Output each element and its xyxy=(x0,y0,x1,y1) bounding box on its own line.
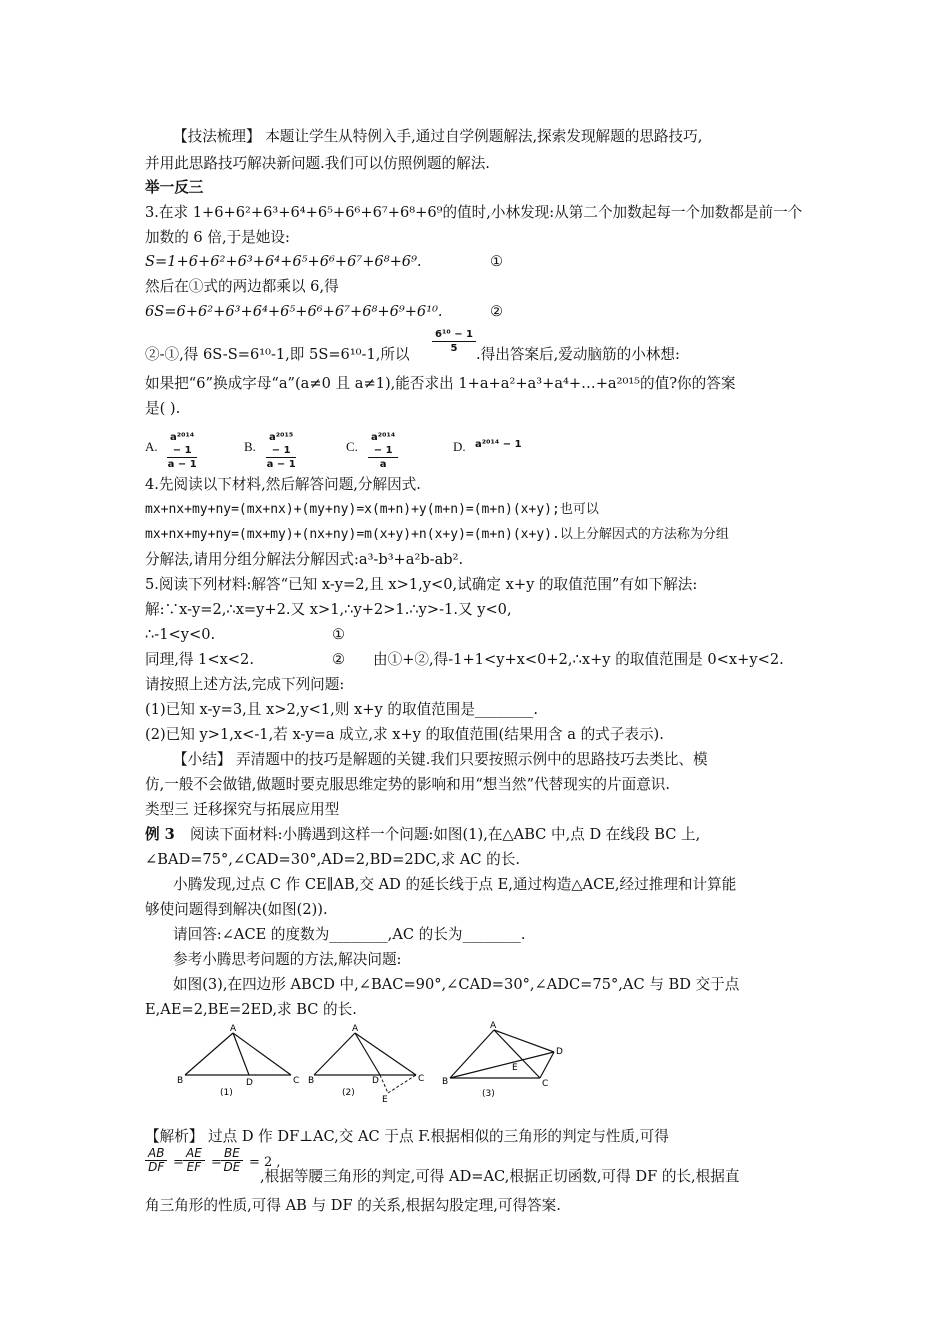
example-line-6: 参考小腾思考问题的方法,解决问题: xyxy=(173,951,402,968)
option-c-frac xyxy=(368,431,398,471)
option-c-num: a²⁰¹⁴ − 1 xyxy=(368,431,398,458)
q4-line-3: mx+nx+my+ny=(mx+my)+(nx+ny)=m(x+y)+n(x+y)=(m+n)(x+y).以上分解因式的方法称为分组 xyxy=(145,527,729,542)
q3-marker-1: ① xyxy=(490,253,504,270)
option-c-label: C. xyxy=(346,439,358,454)
s-fraction-num: 6¹⁰ − 1 xyxy=(432,328,476,342)
option-d-label: D. xyxy=(453,439,466,454)
q3-equation-2: 6S=6+6²+6³+6⁴+6⁵+6⁶+6⁷+6⁸+6⁹+6¹⁰. xyxy=(145,303,443,320)
fig2-label-c: C xyxy=(418,1074,425,1084)
q5-line-3: ∴-1<y<0. xyxy=(145,626,216,643)
option-d-expr: a²⁰¹⁴ − 1 xyxy=(475,439,522,450)
analysis-line-1: 【解析】 过点 D 作 DF⊥AC,交 AC 于点 F.根据相似的三角形的判定与性质,可得 xyxy=(145,1128,669,1145)
ratio-frac-3 xyxy=(221,1147,243,1174)
analysis-line-2: ,根据等腰三角形的判定,可得 AD=AC,根据正切函数,可得 DF 的长,根据直 xyxy=(260,1168,740,1185)
option-a-den: a − 1 xyxy=(167,459,197,470)
fig2-caption: (2) xyxy=(342,1088,355,1098)
option-b-den: a − 1 xyxy=(266,459,296,470)
q5-line-4b: 由①+②,得-1+1<y+x<0+2,∴x+y 的取值范围是 0<x+y<2. xyxy=(373,651,784,668)
ratio-frac-1-den: DF xyxy=(148,1160,165,1174)
q3-line-8: 是( ). xyxy=(145,400,181,417)
q5-line-2: 解:∵x-y=2,∴x=y+2.又 x>1,∴y+2>1.∴y>-1.又 y<0, xyxy=(145,601,512,618)
fig1-caption: (1) xyxy=(220,1088,233,1098)
q5-line-6: (1)已知 x-y=3,且 x>2,y<1,则 x+y 的取值范围是________. xyxy=(145,701,538,718)
summary-line-2: 仿,一般不会做错,做题时要克服思维定势的影响和用“想当然”代替现实的片面意识. xyxy=(145,776,671,793)
fig2-label-d: D xyxy=(372,1076,379,1086)
fig1-label-b: B xyxy=(177,1076,184,1086)
figure-1 xyxy=(175,1023,305,1101)
ratio-frac-3-num: BE xyxy=(221,1147,243,1161)
q3-line-1: 3.在求 1+6+6²+6³+6⁴+6⁵+6⁶+6⁷+6⁸+6⁹的值时,小林发现:从第二个加数起每一个加数都是前一个 xyxy=(145,204,803,221)
ratio-frac-2 xyxy=(183,1147,205,1174)
example-line-5: 请回答:∠ACE 的度数为________,AC 的长为________. xyxy=(173,926,526,943)
option-b-frac xyxy=(266,431,296,471)
q5-marker-2: ② xyxy=(332,651,346,668)
ratio-frac-1-num: AB xyxy=(145,1147,167,1161)
example-line-3: 小腾发现,过点 C 作 CE∥AB,交 AD 的延长线于点 E,通过构造△ACE,经过推理和计算能 xyxy=(173,876,737,893)
option-a-num: a²⁰¹⁴ − 1 xyxy=(167,431,197,458)
q4-line-4: 分解法,请用分组分解法分解因式:a³-b³+a²b-ab². xyxy=(145,551,464,568)
ratio-eq-1: = xyxy=(173,1155,184,1170)
tip-line-1: 【技法梳理】 本题让学生从特例入手,通过自学例题解法,探索发现解题的思路技巧, xyxy=(173,128,703,145)
fig3-label-a: A xyxy=(490,1021,497,1031)
fig3-label-e: E xyxy=(512,1063,518,1073)
fig2-label-b: B xyxy=(308,1076,315,1086)
fig1-label-a: A xyxy=(230,1024,237,1034)
ratio-tail: = 2 , xyxy=(249,1155,281,1170)
example-label: 例 3 xyxy=(145,826,175,843)
q4-line-1: 4.先阅读以下材料,然后解答问题,分解因式. xyxy=(145,476,421,493)
ratio-frac-1 xyxy=(145,1147,167,1174)
figure-3 xyxy=(438,1020,570,1102)
figure-2 xyxy=(308,1023,436,1105)
q5-line-4: 同理,得 1<x<2. xyxy=(145,651,254,668)
fig3-caption: (3) xyxy=(482,1089,495,1099)
option-a-label: A. xyxy=(145,439,158,454)
fig3-label-d: D xyxy=(556,1047,563,1057)
q4-line-2: mx+nx+my+ny=(mx+nx)+(my+ny)=x(m+n)+y(m+n)=(m+n)(x+y);也可以 xyxy=(145,502,599,517)
example-line-1: 阅读下面材料:小腾遇到这样一个问题:如图(1),在△ABC 中,点 D 在线段 BC 上, xyxy=(190,826,701,843)
ratio-frac-2-den: EF xyxy=(186,1160,202,1174)
fig1-label-d: D xyxy=(246,1078,253,1088)
option-b-label: B. xyxy=(244,439,256,454)
example-line-2: ∠BAD=75°,∠CAD=30°,AD=2,BD=2DC,求 AC 的长. xyxy=(145,851,521,868)
ratio-frac-3-den: DE xyxy=(223,1160,241,1174)
fig2-label-e: E xyxy=(382,1095,388,1105)
q5-line-7: (2)已知 y>1,x<-1,若 x-y=a 成立,求 x+y 的取值范围(结果用含 a 的式子表示). xyxy=(145,726,664,743)
q5-marker-1: ① xyxy=(332,626,346,643)
ratio-frac-2-num: AE xyxy=(183,1147,205,1161)
example-line-7: 如图(3),在四边形 ABCD 中,∠BAC=90°,∠CAD=30°,∠ADC=75°,AC 与 BD 交于点 xyxy=(173,976,740,993)
fig2-label-a: A xyxy=(352,1024,359,1034)
q3-line-2: 加数的 6 倍,于是她设: xyxy=(145,229,290,246)
section-heading: 举一反三 xyxy=(145,179,204,196)
tip-line-2: 并用此思路技巧解决新问题.我们可以仿照例题的解法. xyxy=(145,155,490,172)
ratio-eq-2: = xyxy=(211,1155,222,1170)
analysis-line-3: 角三角形的性质,可得 AB 与 DF 的关系,根据勾股定理,可得答案. xyxy=(145,1197,561,1214)
s-fraction xyxy=(432,328,476,355)
example-line-8: E,AE=2,BE=2ED,求 BC 的长. xyxy=(145,1001,357,1018)
example-line-4: 够使问题得到解决(如图(2)). xyxy=(145,901,328,918)
summary-line-1: 【小结】 弄清题中的技巧是解题的关键.我们只要按照示例中的思路技巧去类比、模 xyxy=(173,751,708,768)
q3-marker-2: ② xyxy=(490,303,504,320)
q3-line-6b: .得出答案后,爱动脑筋的小林想: xyxy=(476,346,680,363)
q3-line-7: 如果把“6”换成字母“a”(a≠0 且 a≠1),能否求出 1+a+a²+a³+a⁴+…+a²⁰¹⁵的值?你的答案 xyxy=(145,375,736,392)
fig3-label-b: B xyxy=(442,1077,449,1087)
type-heading: 类型三 迁移探究与拓展应用型 xyxy=(145,801,340,818)
q5-line-5: 请按照上述方法,完成下列问题: xyxy=(145,676,345,693)
fig1-label-c: C xyxy=(293,1076,300,1086)
q3-line-4: 然后在①式的两边都乘以 6,得 xyxy=(145,278,339,295)
option-a-frac xyxy=(167,431,197,471)
option-b-num: a²⁰¹⁵ − 1 xyxy=(266,431,296,458)
s-fraction-den: 5 xyxy=(450,343,458,354)
q3-line-6a: ②-①,得 6S-S=6¹⁰-1,即 5S=6¹⁰-1,所以 xyxy=(145,346,410,363)
option-c-den: a xyxy=(379,459,387,470)
q5-line-1: 5.阅读下列材料:解答“已知 x-y=2,且 x>1,y<0,试确定 x+y 的取值范围”有如下解法: xyxy=(145,576,698,593)
q3-equation-1: S=1+6+6²+6³+6⁴+6⁵+6⁶+6⁷+6⁸+6⁹. xyxy=(145,253,422,270)
fig3-label-c: C xyxy=(542,1079,549,1089)
